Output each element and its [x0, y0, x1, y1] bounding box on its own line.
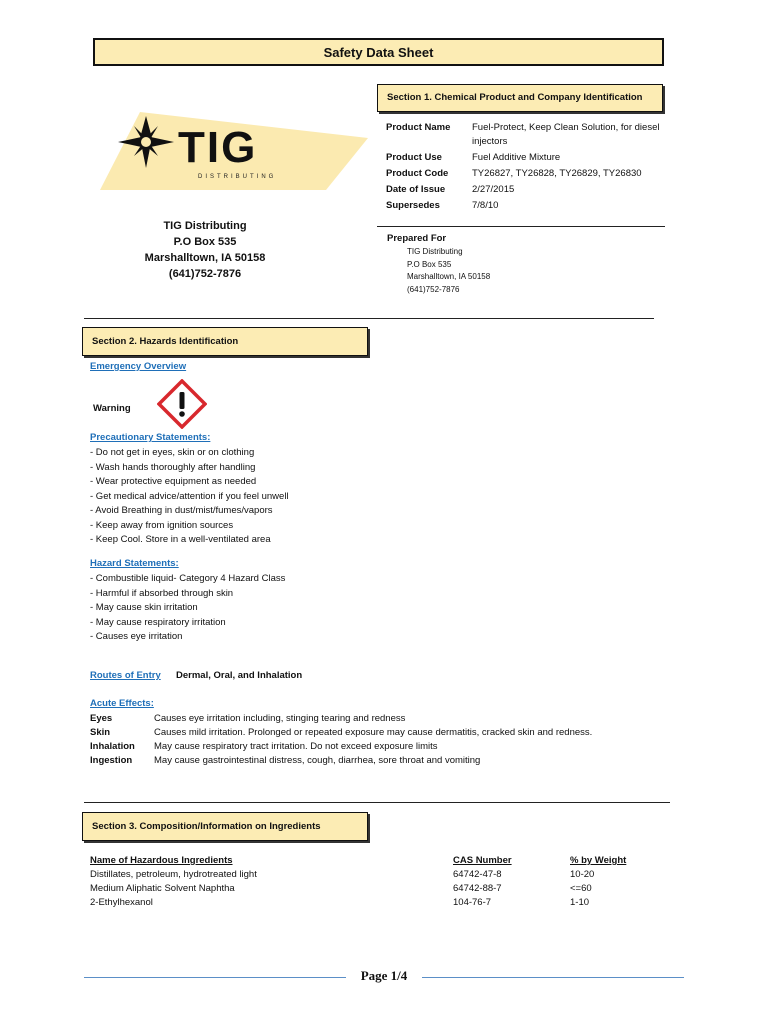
section-divider — [84, 802, 670, 803]
column-header: CAS Number — [453, 855, 512, 866]
detail-row — [386, 199, 678, 215]
routes-of-entry-link[interactable]: Routes of Entry — [90, 670, 161, 681]
detail-row — [386, 167, 678, 183]
section2-header: Section 2. Hazards Identification — [82, 327, 368, 356]
list-item: - Wash hands thoroughly after handling — [90, 461, 256, 473]
acute-effect-label: Ingestion — [90, 755, 133, 766]
list-item: - Avoid Breathing in dust/mist/fumes/vapors — [90, 505, 273, 516]
detail-label: Product Name — [386, 122, 451, 133]
ingredients-table — [90, 854, 650, 910]
acute-effect-value: Causes mild irritation. Prolonged or repeated exposure may cause dermatitis, cracked skin and redness. — [154, 727, 593, 738]
footer-rule-left — [84, 977, 346, 978]
table-cell: 1-10 — [570, 897, 590, 908]
section1-header: Section 1. Chemical Product and Company Identification — [377, 84, 663, 112]
detail-value: 7/8/10 — [472, 200, 499, 211]
detail-value: Fuel-Protect, Keep Clean Solution, for diesel injectors — [472, 122, 660, 147]
detail-row — [386, 183, 678, 199]
table-cell: 10-20 — [570, 869, 595, 880]
company-logo — [100, 108, 368, 190]
column-header: % by Weight — [570, 855, 627, 866]
list-item: - Keep away from ignition sources — [90, 519, 234, 531]
detail-row — [386, 121, 678, 151]
detail-label: Product Code — [386, 168, 449, 179]
ingredients-header-row — [90, 854, 650, 868]
prepared-for-address — [407, 246, 490, 296]
emergency-overview-link[interactable]: Emergency Overview — [90, 361, 187, 372]
list-item: - Do not get in eyes, skin or on clothing — [90, 447, 255, 458]
acute-effect-row — [90, 712, 670, 726]
table-cell: Distillates, petroleum, hydrotreated light — [90, 869, 257, 880]
detail-value: 2/27/2015 — [472, 184, 515, 195]
signal-word: Warning — [93, 403, 131, 414]
hazard-statements-link[interactable]: Hazard Statements: — [90, 558, 179, 569]
table-cell: 64742-47-8 — [453, 869, 502, 880]
detail-label: Product Use — [386, 152, 442, 163]
routes-of-entry-value: Dermal, Oral, and Inhalation — [176, 670, 303, 681]
section1-details — [386, 121, 678, 215]
logo-text: TIG — [178, 123, 258, 172]
list-item: - May cause respiratory irritation — [90, 616, 226, 628]
section1-divider — [377, 226, 665, 227]
table-cell: 64742-88-7 — [453, 883, 502, 894]
list-item: - Get medical advice/attention if you feel unwell — [90, 490, 289, 502]
acute-effect-row — [90, 754, 670, 768]
page-number: Page 1/4 — [360, 968, 408, 983]
precautionary-list — [90, 446, 390, 548]
acute-effect-value: May cause respiratory tract irritation. Do not exceed exposure limits — [154, 741, 438, 752]
detail-row — [386, 151, 678, 167]
table-cell: <=60 — [570, 883, 592, 894]
table-row — [90, 882, 650, 896]
column-header: Name of Hazardous Ingredients — [90, 855, 233, 866]
section3-header: Section 3. Composition/Information on Ingredients — [82, 812, 368, 841]
list-item: - Combustible liquid- Category 4 Hazard Class — [90, 573, 286, 584]
table-row — [90, 868, 650, 882]
document-title: Safety Data Sheet — [93, 38, 664, 66]
prepared-for-line: TIG Distributing — [407, 247, 463, 256]
footer-rule-right — [422, 977, 684, 978]
prepared-for-label: Prepared For — [387, 233, 447, 244]
list-item: - Harmful if absorbed through skin — [90, 587, 234, 599]
acute-effect-value: Causes eye irritation including, stinging tearing and redness — [154, 713, 406, 724]
section-divider — [84, 318, 654, 319]
acute-effect-row — [90, 740, 670, 754]
prepared-for-line: P.O Box 535 — [407, 259, 452, 269]
detail-label: Supersedes — [386, 200, 440, 211]
detail-label: Date of Issue — [386, 184, 446, 195]
list-item: - Keep Cool. Store in a well-ventilated area — [90, 534, 271, 545]
company-address — [130, 218, 280, 282]
prepared-for-line: (641)752-7876 — [407, 284, 460, 294]
list-item: - Causes eye irritation — [90, 631, 183, 642]
acute-effects-table — [90, 712, 670, 768]
company-address-2: Marshalltown, IA 50158 — [144, 252, 266, 264]
table-row — [90, 896, 650, 910]
exclamation-warning-icon — [157, 379, 207, 429]
acute-effects-link[interactable]: Acute Effects: — [90, 698, 154, 709]
table-cell: 104-76-7 — [453, 897, 492, 908]
hazard-list — [90, 572, 390, 645]
company-address-1: P.O Box 535 — [173, 236, 237, 248]
acute-effect-label: Skin — [90, 727, 111, 738]
list-item: - Wear protective equipment as needed — [90, 476, 257, 487]
detail-value: TY26827, TY26828, TY26829, TY26830 — [472, 168, 642, 179]
list-item: - May cause skin irritation — [90, 602, 198, 613]
acute-effect-row — [90, 726, 670, 740]
acute-effect-label: Inhalation — [90, 741, 135, 752]
table-cell: 2-Ethylhexanol — [90, 897, 153, 908]
acute-effect-value: May cause gastrointestinal distress, cough, diarrhea, sore throat and vomiting — [154, 755, 481, 766]
company-name: TIG Distributing — [163, 220, 247, 232]
company-phone: (641)752-7876 — [168, 268, 242, 280]
detail-value: Fuel Additive Mixture — [472, 152, 561, 163]
table-cell: Medium Aliphatic Solvent Naphtha — [90, 883, 235, 894]
logo-subtext: DISTRIBUTING — [198, 174, 277, 180]
acute-effect-label: Eyes — [90, 713, 113, 724]
precautionary-statements-link[interactable]: Precautionary Statements: — [90, 432, 211, 443]
prepared-for-line: Marshalltown, IA 50158 — [407, 272, 491, 281]
